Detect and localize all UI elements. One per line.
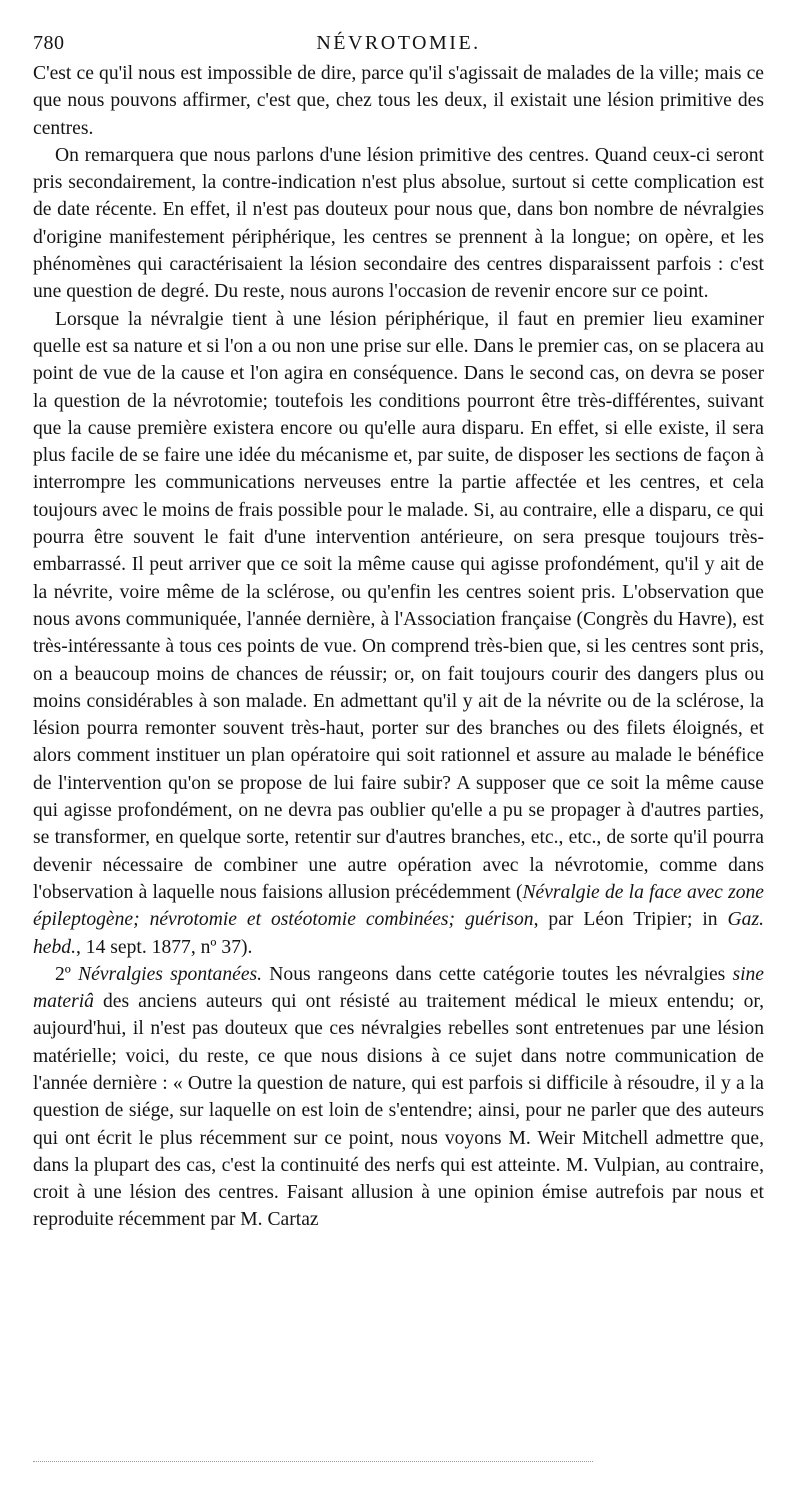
- paragraph-1: C'est ce qu'il nous est impossible de dire, parce qu'il s'agissait de malades de la ville; mais ce que nous pouvons affirmer, c'est que, chez tous les deux, il existait une lésion primitive des centres.: [33, 63, 764, 139]
- paragraph-4-text-a: Nous rangeons dans cette catégorie toutes les névralgies: [262, 963, 733, 985]
- citation-date: , 14 sept. 1877, nº 37).: [76, 936, 253, 958]
- paragraph-3-text: Lorsque la névralgie tient à une lésion périphérique, il faut en premier lieu examiner quelle est sa nature et si l'on a ou non une prise sur elle. Dans le premier cas, on se placera au point de vue de la cause et l'on agira en conséquence. Dans le second cas, on devra se poser la question de la névrotomie; toutefois les conditions pourront être très-différentes, suivant que la cause première existera encore ou qu'elle aura disparu. En effet, si elle existe, il sera plus facile de se faire une idée du mécanisme et, par suite, de disposer les sections de façon à interrompre les communications nerveuses entre la partie affectée et les centres, et cela toujours avec le moins de frais possible pour le malade. Si, au contraire, elle a disparu, ce qui pourra être souvent le fait d'une intervention antérieure, on sera presque toujours très-embarrassé. Il peut arriver que ce soit la même cause qui agisse profondément, qu'il y ait de la névrite, voire même de la sclérose, ou qu'enfin les centres soient pris. L'observation que nous avons communiquée, l'année dernière, à l'Association française (Congrès du Havre), est très-intéressante à tous ces points de vue. On comprend très-bien que, si les centres sont pris, on a beaucoup moins de chances de réussir; or, on fait toujours courir des dangers plus ou moins considérables à son malade. En admettant qu'il y ait de la névrite ou de la sclérose, la lésion pourra remonter souvent très-haut, porter sur des branches ou des filets éloignés, et alors comment instituer un plan opératoire qui soit rationnel et assure au malade le bénéfice de l'intervention qu'on se propose de lui faire subir? A supposer que ce soit la même cause qui agisse profondément, on ne devra pas oublier qu'elle a pu se propager à d'autres parties, se transformer, en quelque sorte, retentir sur d'autres branches, etc., etc., de sorte qu'il pourra devenir nécessaire de combiner une autre opération avec la névrotomie, comme dans l'observation à laquelle nous faisions allusion précédemment (: [33, 308, 764, 903]
- footer-rule: [33, 1461, 593, 1462]
- page-body: [33, 60, 764, 1234]
- citation-title: Névralgie de la face avec zone épileptogène; névrotomie et ostéotomie combinées; guérison: [33, 881, 764, 931]
- running-head: NÉVROTOMIE.: [316, 32, 481, 54]
- paragraph-2: On remarquera que nous parlons d'une lésion primitive des centres. Quand ceux-ci seront pris secondairement, la contre-indication n'est plus absolue, surtout si cette complication est de date récente. En effet, il n'est pas douteux pour nous que, dans bon nombre de névralgies d'origine manifestement périphérique, les centres se prennent à la longue; on opère, et les phénomènes qui caractérisaient la lésion secondaire des centres disparaissent parfois : c'est une question de degré. Du reste, nous aurons l'occasion de revenir encore sur ce point.: [33, 144, 764, 303]
- section-number: 2º: [55, 963, 79, 985]
- paragraph-4-text-b: des anciens auteurs qui ont résisté au traitement médical le mieux entendu; or, aujourd'hui, il n'est pas douteux que ces névralgies rebelles sont entretenues par une lésion matérielle; voici, du reste, ce que nous disions à ce sujet dans notre communication de l'année dernière : « Outre la question de nature, qui est parfois si difficile à résoudre, il y a la question de siége, sur laquelle on est loin de s'entendre; ainsi, pour ne parler que des auteurs qui ont écrit le plus récemment sur ce point, nous voyons M. Weir Mitchell admettre que, dans la plupart des cas, c'est la continuité des nerfs qui est atteinte. M. Vulpian, au contraire, croit à une lésion des centres. Faisant allusion à une opinion émise autrefois par nous et reproduite récemment par M. Cartaz: [33, 991, 764, 1231]
- paragraph-4: [33, 961, 764, 1234]
- latin-phrase: sine materiâ: [33, 963, 764, 1013]
- paragraph-3: [33, 306, 764, 961]
- citation-author: , par Léon Tripier; in: [533, 909, 728, 931]
- citation-journal: Gaz. hebd.: [33, 909, 764, 958]
- section-heading: Névralgies spontanées.: [78, 963, 263, 985]
- page-number: 780: [33, 32, 65, 54]
- page-header: [33, 28, 764, 58]
